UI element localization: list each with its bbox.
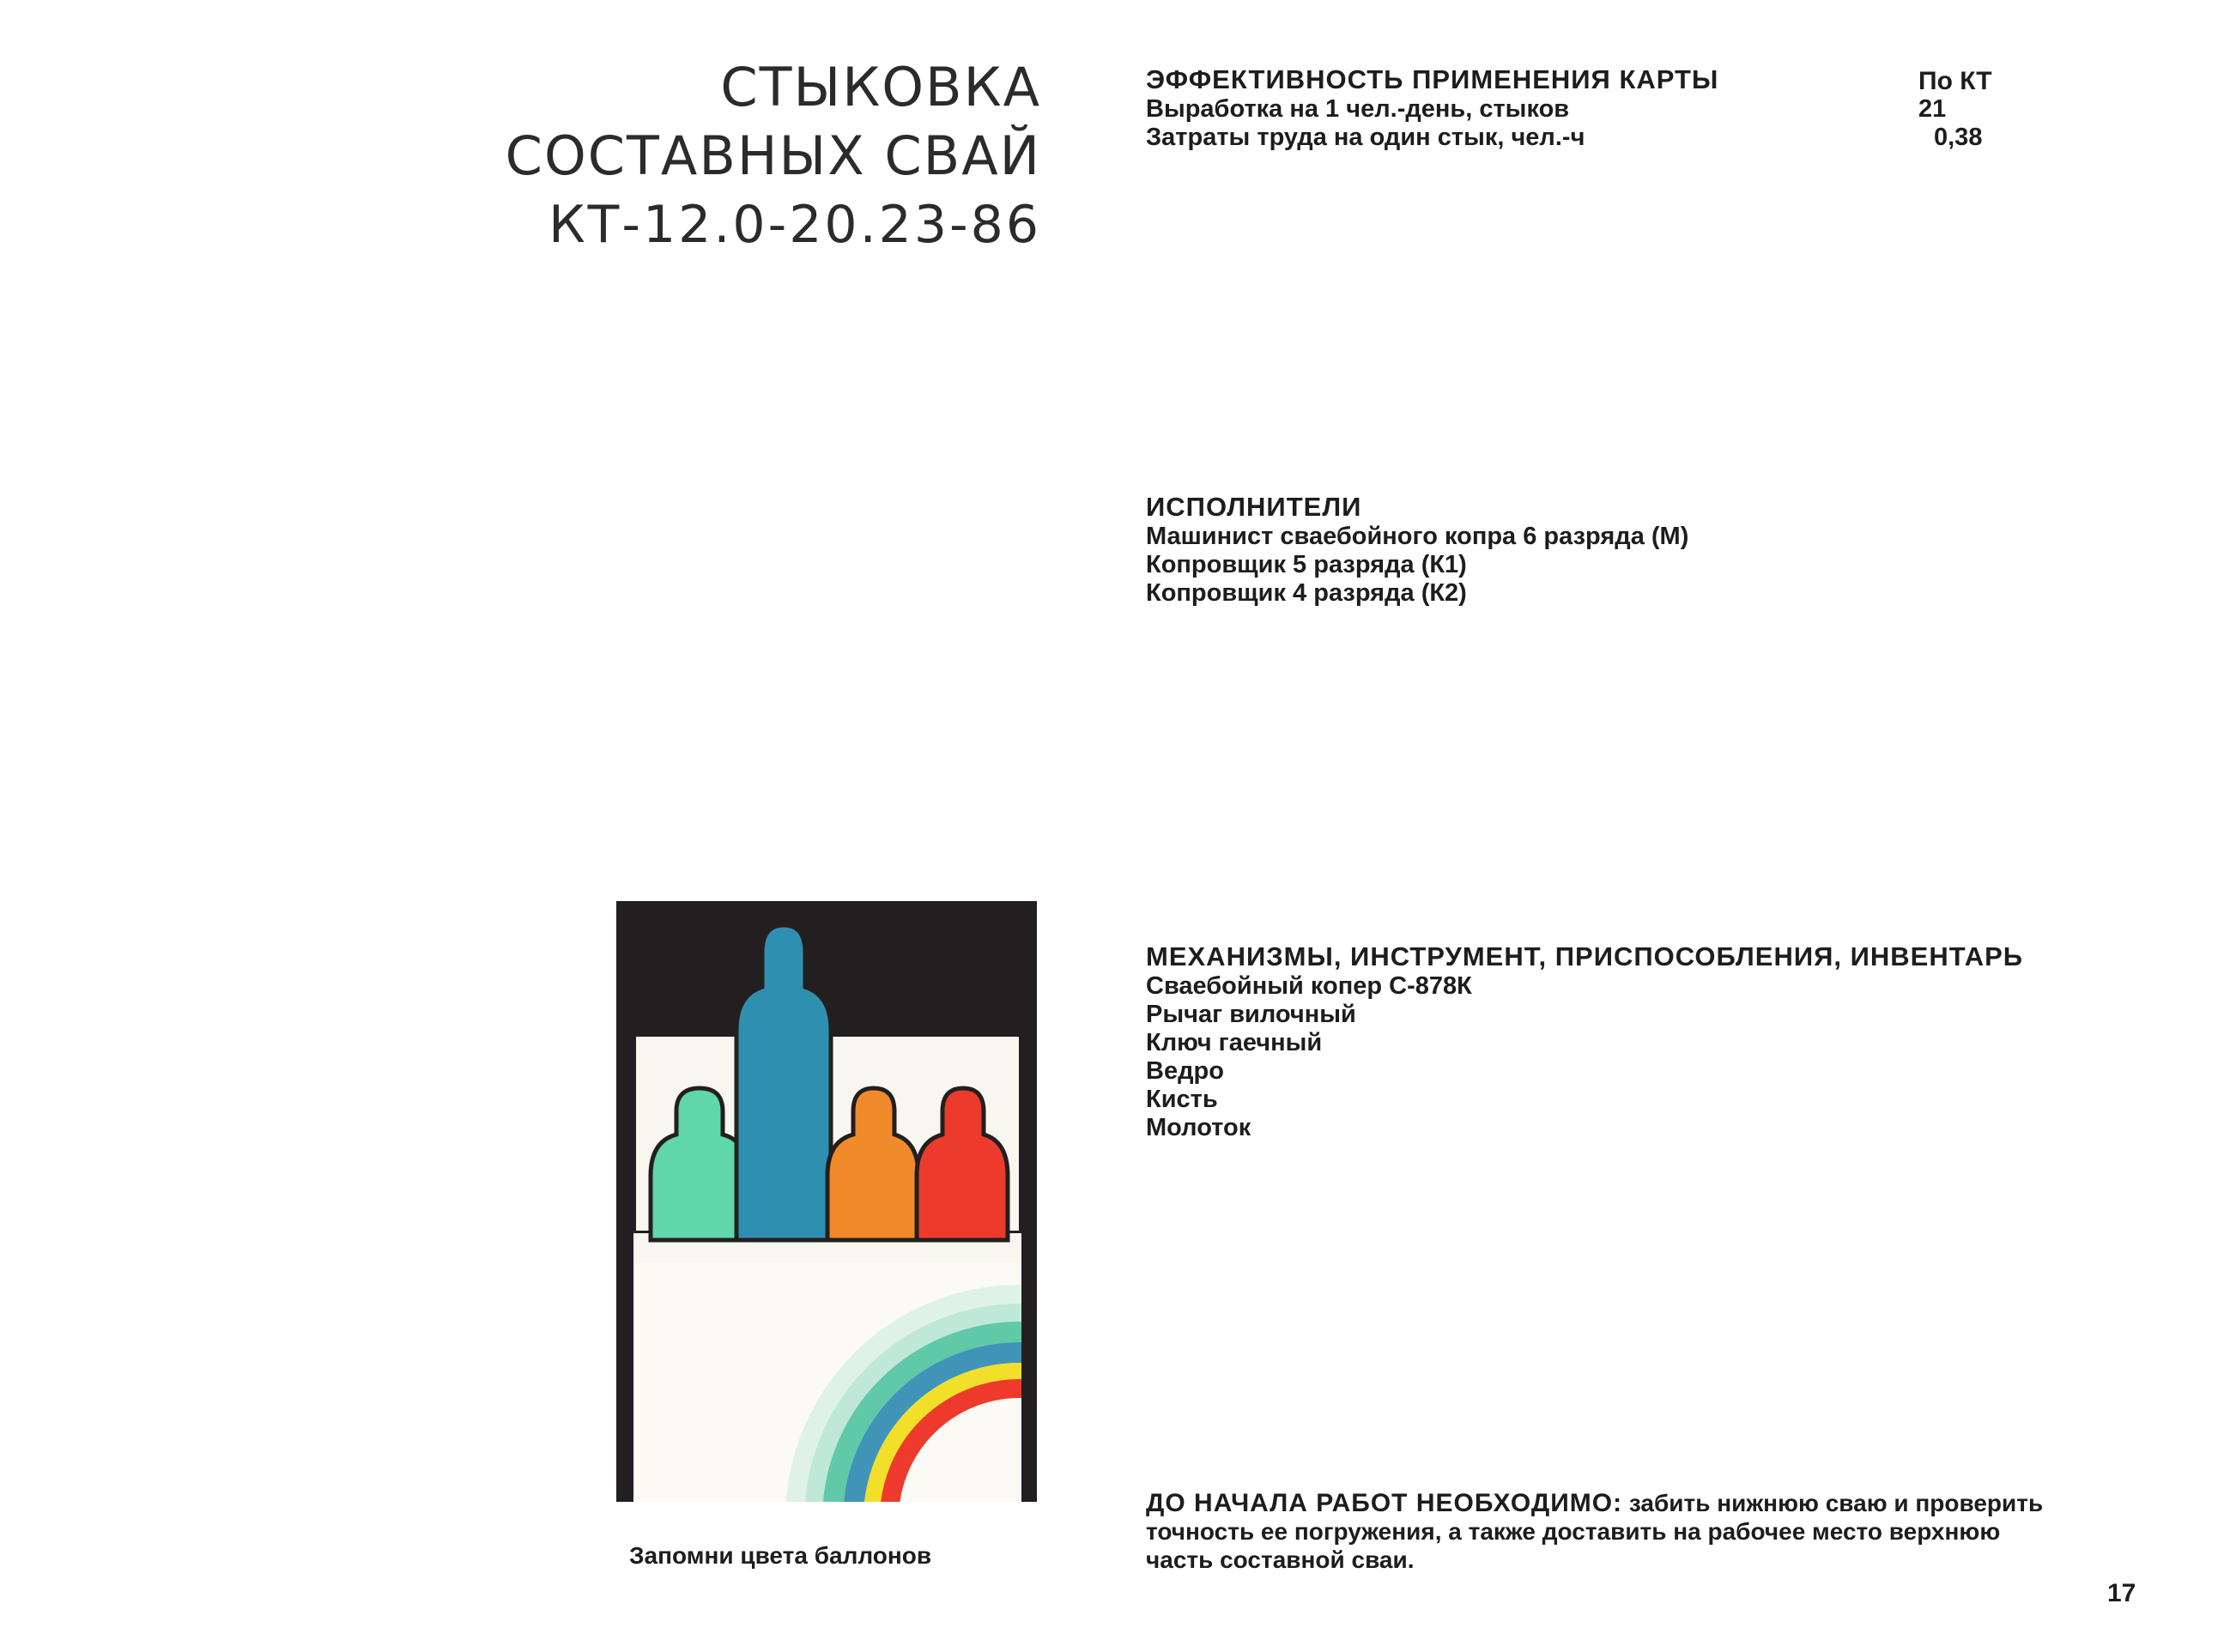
performer-item: Копровщик 4 разряда (К2) [1146, 579, 1467, 607]
performer-item: Копровщик 5 разряда (К1) [1146, 551, 1467, 578]
page-number: 17 [2107, 1579, 2136, 1607]
title-line-2: СОСТАВНЫХ СВАЙ [505, 124, 1041, 187]
efficiency-row-label: Выработка на 1 чел.-день, стыков [1146, 95, 1570, 123]
mechanism-item: Молоток [1146, 1114, 1251, 1141]
prerequisites-lead: ДО НАЧАЛА РАБОТ НЕОБХОДИМО: [1146, 1489, 1623, 1517]
performers-heading: ИСПОЛНИТЕЛИ [1146, 492, 1362, 522]
mechanism-item: Ключ гаечный [1146, 1029, 1323, 1056]
gas-cylinders-illustration [616, 901, 1037, 1502]
efficiency-row-label: Затраты труда на один стык, чел.-ч [1146, 124, 1585, 151]
mechanism-item: Кисть [1146, 1086, 1218, 1113]
document-title [506, 53, 1041, 259]
efficiency-section [1146, 64, 1718, 152]
prerequisites-text: забить нижнюю сваю и проверить точность ее погружения, а также доставить на рабочее место верхнюю часть составной сваи. [1146, 1490, 2044, 1573]
efficiency-column-header: По КТ [1918, 67, 1992, 95]
mechanisms-heading: МЕХАНИЗМЫ, ИНСТРУМЕНТ, ПРИСПОСОБЛЕНИЯ, ИНВЕНТАРЬ [1146, 941, 2024, 971]
prerequisites-paragraph [1146, 1489, 2069, 1574]
document-code: КТ-12.0-20.23-86 [548, 195, 1041, 255]
efficiency-value: 0,38 [1934, 124, 1983, 151]
mechanism-item: Ведро [1146, 1057, 1224, 1085]
illustration-caption: Запомни цвета баллонов [629, 1542, 932, 1569]
title-line-1: СТЫКОВКА [720, 56, 1041, 118]
mechanisms-section [1146, 941, 2023, 1142]
performer-item: Машинист сваебойного копра 6 разряда (М) [1146, 523, 1689, 550]
efficiency-heading: ЭФФЕКТИВНОСТЬ ПРИМЕНЕНИЯ КАРТЫ [1146, 64, 1719, 94]
performers-section [1146, 492, 1688, 608]
efficiency-value: 21 [1918, 95, 1947, 123]
mechanism-item: Рычаг вилочный [1146, 1001, 1356, 1028]
mechanism-item: Сваебойный копер С-878К [1146, 972, 1472, 1000]
